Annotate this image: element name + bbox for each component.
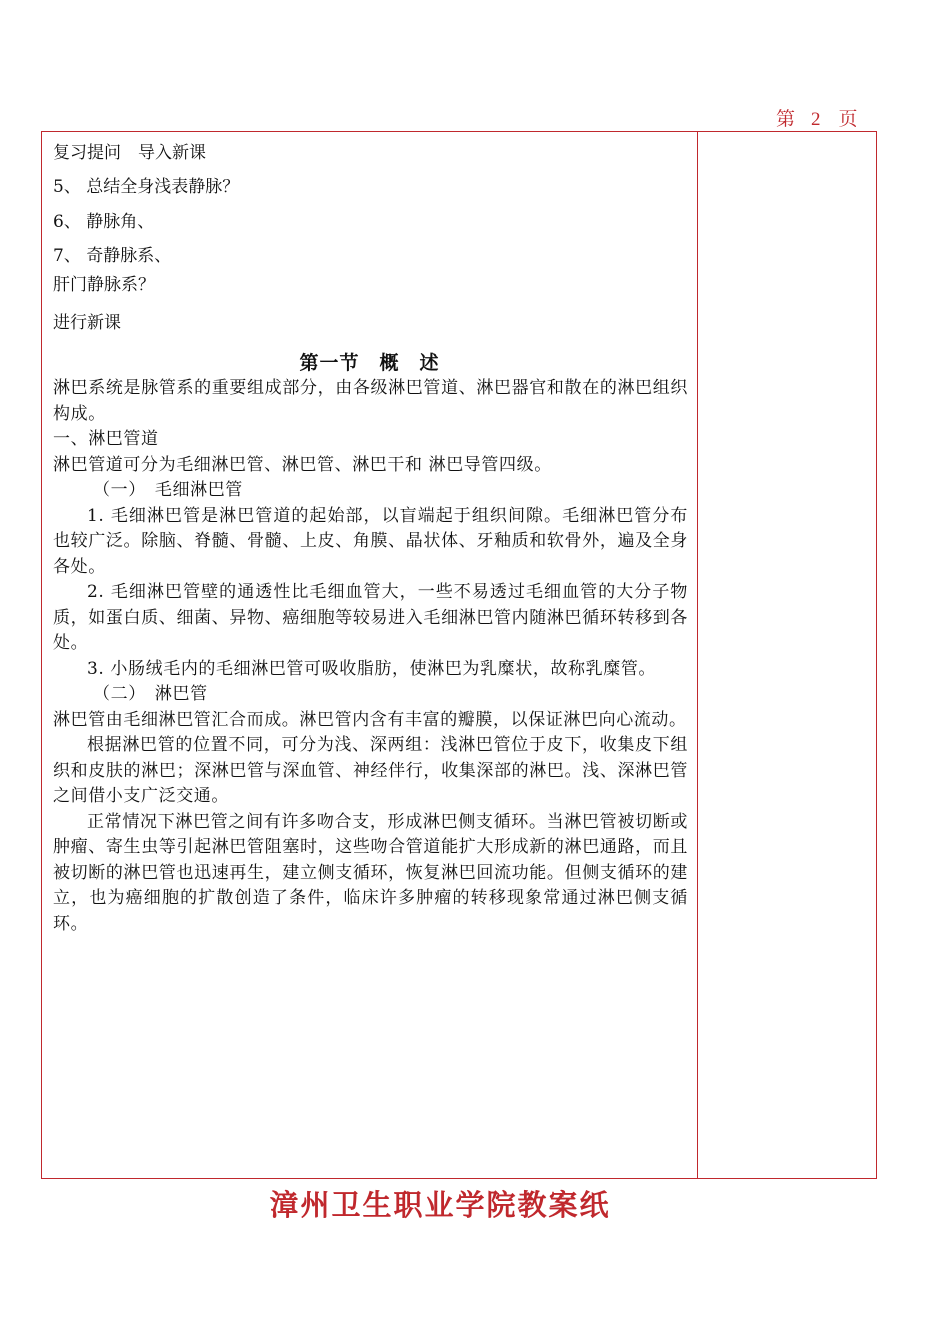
- subheading-lymph-vessel: （二） 淋巴管: [93, 684, 208, 704]
- lesson-content-cell: [42, 132, 697, 1178]
- page-number-value: 2: [811, 109, 821, 130]
- paragraph-point-1: 1. 毛细淋巴管是淋巴管道的起始部，以盲端起于组织间隙。毛细淋巴管分布也较广泛。除脑、脊髓、骨髓、上皮、角膜、晶状体、牙釉质和软骨外，遍及全身各处。: [53, 505, 688, 577]
- lesson-body: [53, 376, 688, 937]
- subheading-capillaries: （一） 毛细淋巴管: [93, 480, 243, 500]
- lesson-plan-table: [41, 131, 877, 1179]
- paragraph-vessel-levels: 淋巴管道可分为毛细淋巴管、淋巴管、淋巴干和 淋巴导管四级。: [53, 454, 552, 475]
- paragraph-collateral: 正常情况下淋巴管之间有许多吻合支，形成淋巴侧支循环。当淋巴管被切断或肿瘤、寄生虫等引起淋巴管阻塞时，这些吻合管道能扩大形成新的淋巴通路，而且被切断的淋巴管也迅速再生，建立侧支循环，恢复淋巴回流功能。但侧支循环的建立，也为癌细胞的扩散创造了条件，临床许多肿瘤的转移现象常通过淋巴侧支循环。: [53, 811, 688, 934]
- paragraph-vessel-formation: 淋巴管由毛细淋巴管汇合而成。淋巴管内含有丰富的瓣膜，以保证淋巴向心流动。: [53, 709, 687, 730]
- paragraph-point-3: 3. 小肠绒毛内的毛细淋巴管可吸收脂肪，使淋巴为乳糜状，故称乳糜管。: [87, 658, 657, 679]
- intro-line-review: 复习提问 导入新课: [53, 143, 206, 163]
- intro-line-portal-vein: 肝门静脉系？: [53, 275, 155, 295]
- intro-line-question-6: 6、 静脉角、: [53, 212, 155, 232]
- paragraph-point-2: 2. 毛细淋巴管壁的通透性比毛细血管大，一些不易透过毛细血管的大分子物质，如蛋白质、细菌、异物、癌细胞等较易进入毛细淋巴管内随淋巴循环转移到各处。: [53, 582, 688, 653]
- page-number-prefix: 第: [776, 109, 796, 130]
- intro-line-new-lesson: 进行新课: [53, 313, 121, 333]
- footer-institution-title: 漳州卫生职业学院教案纸: [269, 1188, 611, 1222]
- paragraph-superficial-deep: 根据淋巴管的位置不同，可分为浅、深两组：浅淋巴管位于皮下，收集皮下组织和皮肤的淋巴；深淋巴管与深血管、神经伴行，收集深部的淋巴。浅、深淋巴管之间借小支广泛交通。: [53, 735, 688, 806]
- page-number-suffix: 页: [838, 109, 858, 130]
- intro-line-question-5: 5、 总结全身浅表静脉？: [53, 177, 240, 197]
- heading-lymph-vessels: 一、淋巴管道: [53, 429, 159, 449]
- page-number: [776, 104, 858, 131]
- intro-line-question-7: 7、 奇静脉系、: [53, 246, 172, 266]
- section-title: 第一节 概 述: [299, 352, 440, 374]
- paragraph-intro: 淋巴系统是脉管系的重要组成部分，由各级淋巴管道、淋巴器官和散在的淋巴组织构成。: [53, 378, 688, 424]
- notes-cell: [698, 132, 876, 1178]
